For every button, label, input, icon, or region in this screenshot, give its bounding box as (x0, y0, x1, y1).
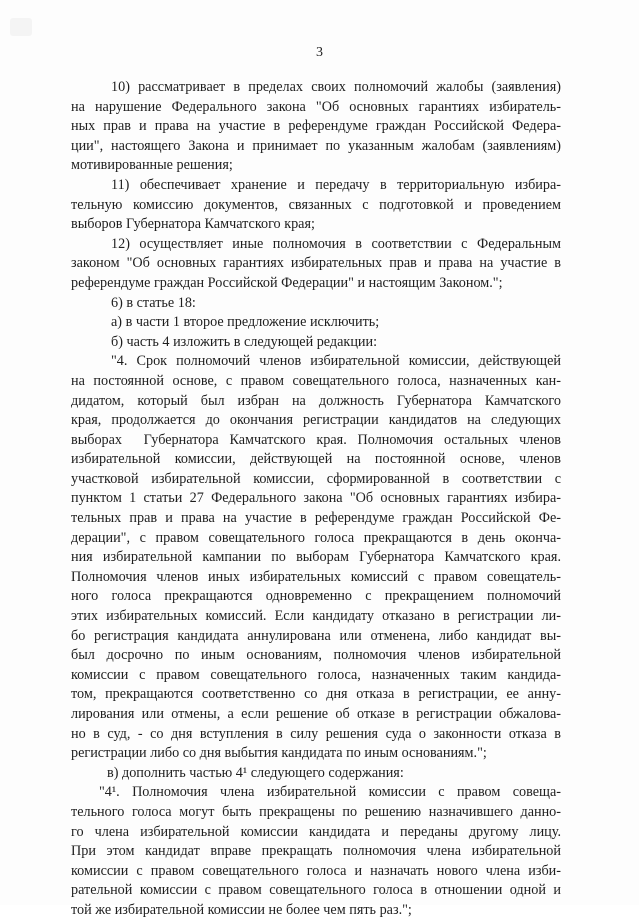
amendment-item-a: а) в части 1 второе предложение исключить; (111, 314, 380, 331)
text-line: был досрочно по иным основаниям, полномочия членов избирательной (71, 647, 561, 664)
amendment-heading: 6) в статье 18: (111, 294, 196, 311)
text-line: выборах Губернатора Камчатского края. Полномочия остальных членов (71, 431, 561, 448)
text-line: тельного голоса могут быть прекращены по решению назначившего данно- (71, 803, 561, 820)
text-line: участковой избирательной комиссии, сформированной в соответствии с (71, 470, 561, 487)
text-line: комиссии с правом совещательного голоса, назначенных таким кандида- (71, 666, 561, 683)
paragraph-item-10 (71, 78, 561, 176)
quoted-part-4 (71, 352, 561, 763)
text-line: рательной комиссии с правом совещательного голоса в отношении одной и (71, 882, 561, 899)
text-line: пунктом 1 статьи 27 Федерального закона "Об основных гарантиях избира- (71, 490, 561, 507)
text-line: но в суд, - со дня вступления в силу решения суда о законности отказа в (71, 725, 561, 742)
paragraph-item-11 (71, 176, 561, 235)
amendment-item-b: б) часть 4 изложить в следующей редакции: (111, 333, 378, 350)
scan-artifact (10, 18, 32, 36)
text-line: ного голоса прекращаются одновременно с прекращением полномочий (71, 588, 561, 605)
text-line: регистрации либо со дня выбытия кандидата по иным основаниям."; (71, 745, 487, 762)
text-line: избирательной комиссии, действующей на постоянной основе, членов (71, 451, 561, 468)
text-line: лирования или отмены, а если решение об отказе в регистрации обжалова- (71, 706, 561, 722)
text-line: 12) осуществляет иные полномочия в соответствии с Федеральным (111, 235, 561, 252)
text-line: мотивированные решения; (71, 157, 233, 174)
text-line: 11) обеспечивает хранение и передачу в территориальную избира- (111, 176, 561, 193)
text-line: го члена избирательной комиссии кандидата и переданы другому лицу. (71, 823, 561, 840)
text-line: выборов Губернатора Камчатского края; (71, 216, 315, 233)
text-line: бо регистрация кандидата аннулирована или отменена, либо кандидат вы- (71, 627, 561, 644)
text-line: дерации", с правом совещательного голоса прекращаются в день оконча- (71, 529, 561, 546)
document-body (71, 78, 561, 921)
text-line: на постоянной основе, с правом совещательного голоса, назначенных кан- (71, 372, 561, 389)
text-line: том, прекращаются соответственно со дня отказа в регистрации, ее анну- (71, 686, 561, 703)
text-line: ния избирательной кампании по выборам Губернатора Камчатского края. (71, 549, 561, 566)
paragraph-item-12 (71, 235, 561, 294)
text-line: ных прав и права на участие в референдуме граждан Российской Федера- (71, 118, 561, 135)
text-line: Полномочия членов иных избирательных комиссий с правом совещатель- (71, 568, 561, 585)
text-line: законом "Об основных гарантиях избирательных прав и права на участие в (71, 255, 561, 272)
text-line: тельную комиссию документов, связанных с подготовкой и проведением (71, 196, 561, 213)
text-line: "4¹. Полномочия члена избирательной комиссии с правом совеща- (99, 784, 561, 801)
text-line: края, продолжается до окончания регистрации кандидатов на следующих (71, 412, 561, 429)
page-number: 3 (316, 45, 323, 60)
text-line: дидатом, который был избран на должность Губернатора Камчатского (71, 392, 561, 409)
amendment-item-v: в) дополнить частью 4¹ следующего содержания: (107, 764, 404, 781)
text-line: тельных прав и права на участие в референдуме граждан Российской Фе- (71, 510, 561, 527)
text-line: комиссии с правом совещательного голоса и назначать нового члена изби- (71, 862, 561, 879)
text-line: При этом кандидат вправе прекращать полномочия члена избирательной (71, 843, 561, 860)
quoted-part-4-1 (71, 783, 561, 920)
text-line: той же избирательной комиссии не более чем пять раз."; (71, 901, 412, 918)
text-line: на нарушение Федерального закона "Об основных гарантиях избиратель- (71, 98, 561, 115)
text-line: референдуме граждан Российской Федерации" и настоящим Законом."; (71, 274, 503, 291)
text-line: этих избирательных комиссий. Если кандидату отказано в регистрации ли- (71, 608, 561, 625)
text-line: 10) рассматривает в пределах своих полномочий жалобы (заявления) (111, 79, 561, 95)
text-line: "4. Срок полномочий членов избирательной комиссии, действующей (111, 353, 561, 370)
text-line: ции", настоящего Закона и принимает по указанным жалобам (заявлениям) (71, 137, 561, 154)
